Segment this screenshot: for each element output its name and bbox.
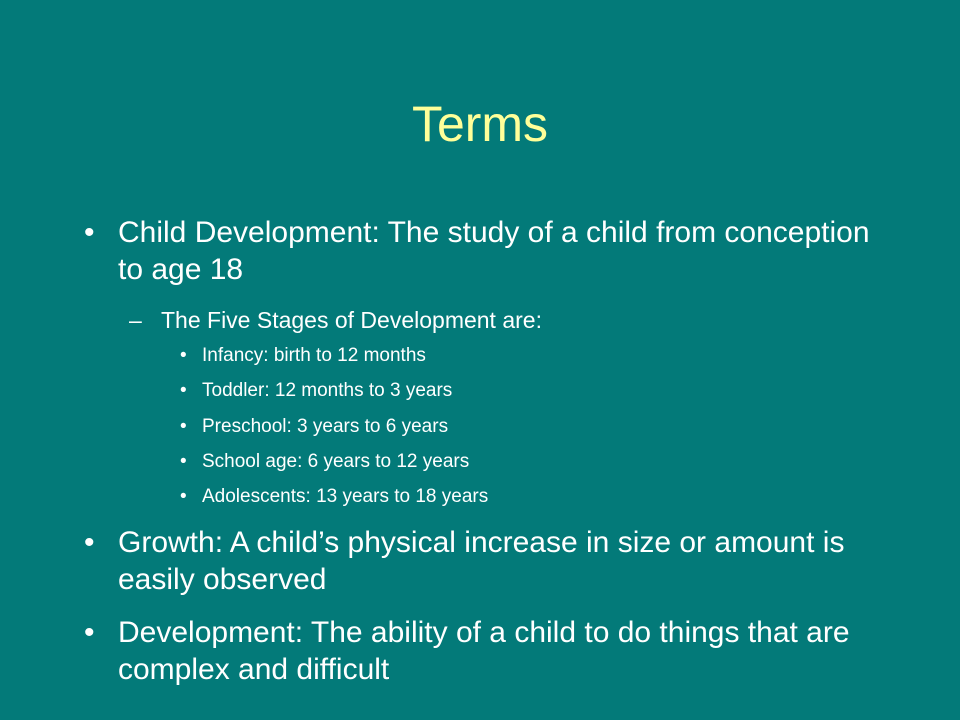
stage-text: Preschool: 3 years to 6 years — [202, 416, 449, 437]
stage-text: School age: 6 years to 12 years — [202, 451, 470, 472]
bullet-marker: • — [84, 526, 95, 559]
stage-text: Adolescents: 13 years to 18 years — [202, 486, 489, 507]
stage-text: Infancy: birth to 12 months — [202, 345, 426, 366]
bullet-marker: • — [180, 380, 187, 401]
stage-preschool — [180, 415, 880, 439]
bullet-marker: • — [84, 616, 95, 649]
bullet-child-development — [84, 214, 884, 288]
bullet-growth — [84, 524, 884, 598]
bullet-marker: • — [180, 345, 187, 366]
slide-title: Terms — [411, 96, 549, 152]
bullet-development — [84, 614, 884, 688]
stage-infancy — [180, 344, 880, 368]
bullet-marker: • — [84, 216, 95, 249]
bullet-marker: • — [180, 416, 187, 437]
dash-marker: – — [129, 307, 142, 333]
stage-adolescents — [180, 485, 880, 509]
bullet-marker: • — [180, 451, 187, 472]
bullet-text: Development: The ability of a child to do things that are complex and difficult — [118, 616, 850, 686]
sub-bullet-five-stages — [129, 306, 889, 334]
sub-bullet-text: The Five Stages of Development are: — [161, 307, 542, 333]
stage-toddler — [180, 379, 880, 403]
bullet-text: Growth: A child’s physical increase in size or amount is easily observed — [118, 526, 845, 596]
bullet-marker: • — [180, 486, 187, 507]
stage-text: Toddler: 12 months to 3 years — [202, 380, 453, 401]
stage-school-age — [180, 450, 880, 474]
bullet-text: Child Development: The study of a child from conception to age 18 — [118, 216, 870, 286]
